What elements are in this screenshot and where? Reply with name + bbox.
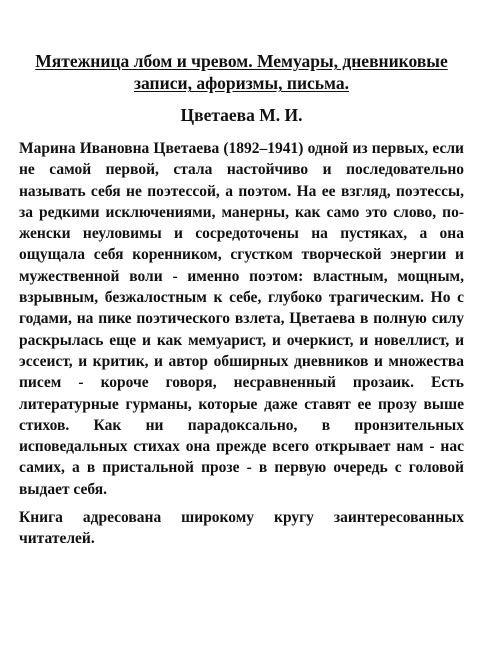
audience-paragraph: Книга адресована широкому кругу заинтересованных читателей. <box>19 509 464 548</box>
book-title: Мятежница лбом и чревом. Мемуары, дневниковые записи, афоризмы, письма. <box>35 51 448 93</box>
book-author: Цветаева М. И. <box>180 105 303 125</box>
description-paragraph: Марина Ивановна Цветаева (1892–1941) одной из первых, если не самой первой, стала настойчиво и последовательно называть себя не поэтессой, а поэтом. На ее взгляд, поэтессы, за редкими исключениями, манерны, как само это слово, по-женски неуловимы и сосредоточены на пустяках, а она ощущала себя коренником, сгустком творческой энергии и мужественной воли - именно поэтом: властным, мощным, взрывным, безжалостным к себе, глубоко трагическим. Но с годами, на пике поэтического взлета, Цветаева в полную силу раскрылась еще и как мемуарист, и очеркист, и новеллист, и эссеист, и критик, и автор обширных дневников и множества писем - короче говоря, несравненный прозаик. Есть литературные гурманы, которые даже ставят ее прозу выше стихов. Как ни парадоксально, в пронзительных исповедальных стихах она прежде всего открывает нам - нас самих, а в пристальной прозе - в первую очередь с головой выдает себя. <box>19 140 464 498</box>
document-page <box>19 0 464 550</box>
